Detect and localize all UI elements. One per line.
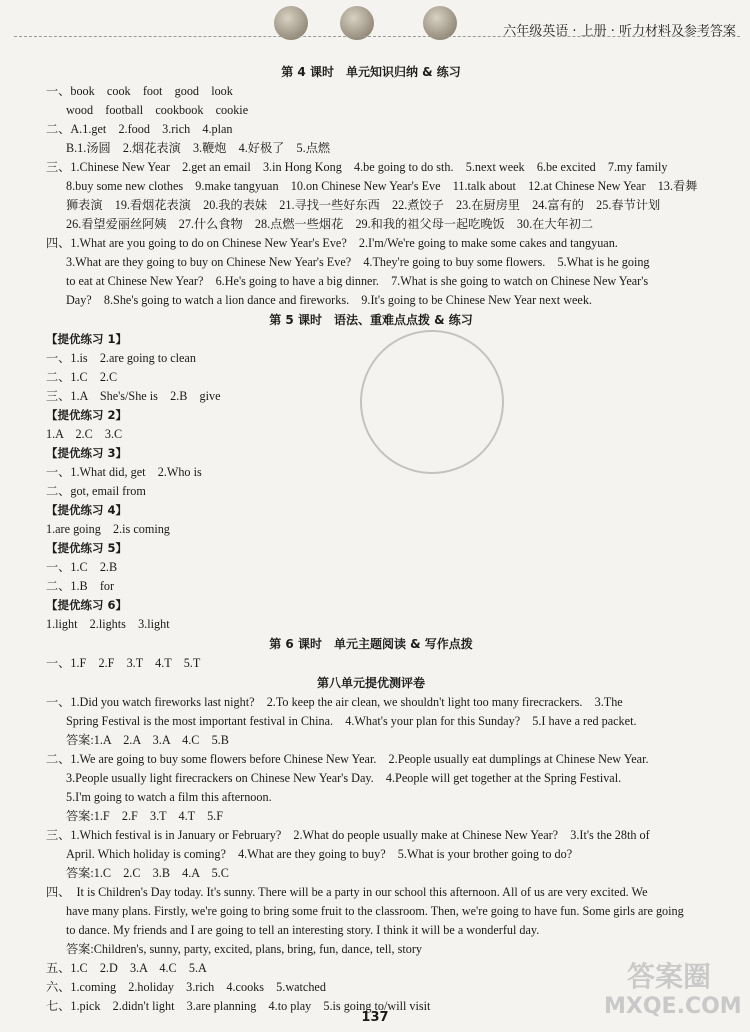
text-line: Day? 8.She's going to watch a lion dance and fireworks. 9.It's going to be Chinese New Year next week. (66, 293, 592, 307)
page-number: 137 (361, 1010, 389, 1025)
text-line: 1.light 2.lights 3.light (46, 617, 170, 631)
text-line: 二、1.We are going to buy some flowers before Chinese New Year. 2.People usually eat dumplings at Chinese New Year. (46, 752, 649, 766)
text-line: 二、1.B for (46, 579, 115, 593)
text-line: 3.What are they going to buy on Chinese New Year's Eve? 4.They're going to buy some flowers. 5.What is he going (66, 255, 650, 269)
text-line: to eat at Chinese New Year? 6.He's going to have a big dinner. 7.What is she going to watch on Chinese New Year's (66, 274, 649, 288)
text-line: 狮表演 19.看烟花表演 20.我的表妹 21.寻找一些好东西 22.煮饺子 23.在厨房里 24.富有的 25.春节计划 (66, 198, 661, 212)
answer-line: 答案:Children's, sunny, party, excited, plans, bring, fun, dance, tell, story (66, 942, 423, 956)
text-line: 一、1.Did you watch fireworks last night? 2.To keep the air clean, we shouldn't light too many firecrackers. 3.The (46, 695, 623, 709)
text-line: B.1.汤圆 2.烟花表演 3.鞭炮 4.好极了 5.点燃 (66, 141, 331, 155)
practice-heading: 【提优练习 5】 (46, 541, 128, 555)
text-line: 三、1.A She's/She is 2.B give (46, 389, 221, 403)
practice-heading: 【提优练习 1】 (46, 332, 128, 346)
text-line: 二、1.C 2.C (46, 370, 118, 384)
text-line: 六、1.coming 2.holiday 3.rich 4.cooks 5.watched (46, 980, 326, 994)
text-line: 1.are going 2.is coming (46, 522, 170, 536)
practice-heading: 【提优练习 4】 (46, 503, 128, 517)
text-line: 一、1.C 2.B (46, 560, 118, 574)
text-line: 二、A.1.get 2.food 3.rich 4.plan (46, 122, 233, 136)
text-line: 四、1.What are you going to do on Chinese New Year's Eve? 2.I'm/We're going to make some cakes and tangyuan. (46, 236, 618, 250)
text-line: April. Which holiday is coming? 4.What are they going to buy? 5.What is your brother going to do? (66, 847, 573, 861)
text-line: 8.buy some new clothes 9.make tangyuan 10.on Chinese New Year's Eve 11.talk about 12.at Chinese New Year 13.看舞 (66, 179, 698, 193)
text-line: 七、1.pick 2.didn't light 3.are planning 4.to play 5.is going to/will visit (46, 999, 431, 1013)
practice-heading: 【提优练习 2】 (46, 408, 128, 422)
text-line: to dance. My friends and I are going to tell an interesting story. I think it will be a wonderful day. (66, 923, 540, 937)
text-line: have many plans. Firstly, we're going to bring some fruit to the classroom. Then, we're going to have fun. Some girls are going (66, 904, 684, 918)
text-line: 5.I'm going to watch a film this afternoon. (66, 790, 272, 804)
text-line: 三、1.Which festival is in January or February? 2.What do people usually make at Chinese New Year? 3.It's the 28th of (46, 828, 650, 842)
answer-content (46, 62, 696, 1016)
text-line: wood football cookbook cookie (66, 103, 249, 117)
answer-line: 答案:1.A 2.A 3.A 4.C 5.B (66, 733, 229, 747)
text-line: 一、1.What did, get 2.Who is (46, 465, 202, 479)
ornament-icon (423, 6, 457, 40)
practice-heading: 【提优练习 3】 (46, 446, 128, 460)
text-line: 一、1.is 2.are going to clean (46, 351, 196, 365)
section-title: 第 6 课时 单元主题阅读 & 写作点拨 (269, 637, 473, 651)
ornament-icon (274, 6, 308, 40)
text-line: 1.A 2.C 3.C (46, 427, 123, 441)
section-title: 第 4 课时 单元知识归纳 & 练习 (281, 65, 461, 79)
text-line: 五、1.C 2.D 3.A 4.C 5.A (46, 961, 207, 975)
logo-text: 答案圈 (626, 960, 711, 993)
section-title: 第八单元提优测评卷 (316, 676, 425, 690)
text-line: 三、1.Chinese New Year 2.get an email 3.in Hong Kong 4.be going to do sth. 5.next week 6.be excited 7.my family (46, 160, 668, 174)
text-line: 3.People usually light firecrackers on Chinese New Year's Day. 4.People will get together at the Spring Festival. (66, 771, 622, 785)
text-line: Spring Festival is the most important festival in China. 4.What's your plan for this Sunday? 5.I have a red packet. (66, 714, 637, 728)
site-logo (604, 960, 742, 1022)
section-title: 第 5 课时 语法、重难点点拨 & 练习 (269, 313, 473, 327)
practice-heading: 【提优练习 6】 (46, 598, 128, 612)
text-line: 一、1.F 2.F 3.T 4.T 5.T (46, 656, 201, 670)
text-line: 四、 It is Children's Day today. It's sunny. There will be a party in our school this afternoon. All of us are very excited. We (46, 885, 648, 899)
page-header (0, 0, 750, 50)
text-line: 一、book cook foot good look (46, 84, 233, 98)
header-title: 六年级英语 · 上册 · 听力材料及参考答案 (503, 24, 736, 39)
text-line: 26.看望爱丽丝阿姨 27.什么食物 28.点燃一些烟花 29.和我的祖父母一起吃晚饭 30.在大年初二 (66, 217, 594, 231)
ornament-icon (340, 6, 374, 40)
answer-line: 答案:1.F 2.F 3.T 4.T 5.F (66, 809, 223, 823)
answer-line: 答案:1.C 2.C 3.B 4.A 5.C (66, 866, 229, 880)
logo-subtext: MXQE.COM (604, 994, 742, 1019)
text-line: 二、got, email from (46, 484, 146, 498)
